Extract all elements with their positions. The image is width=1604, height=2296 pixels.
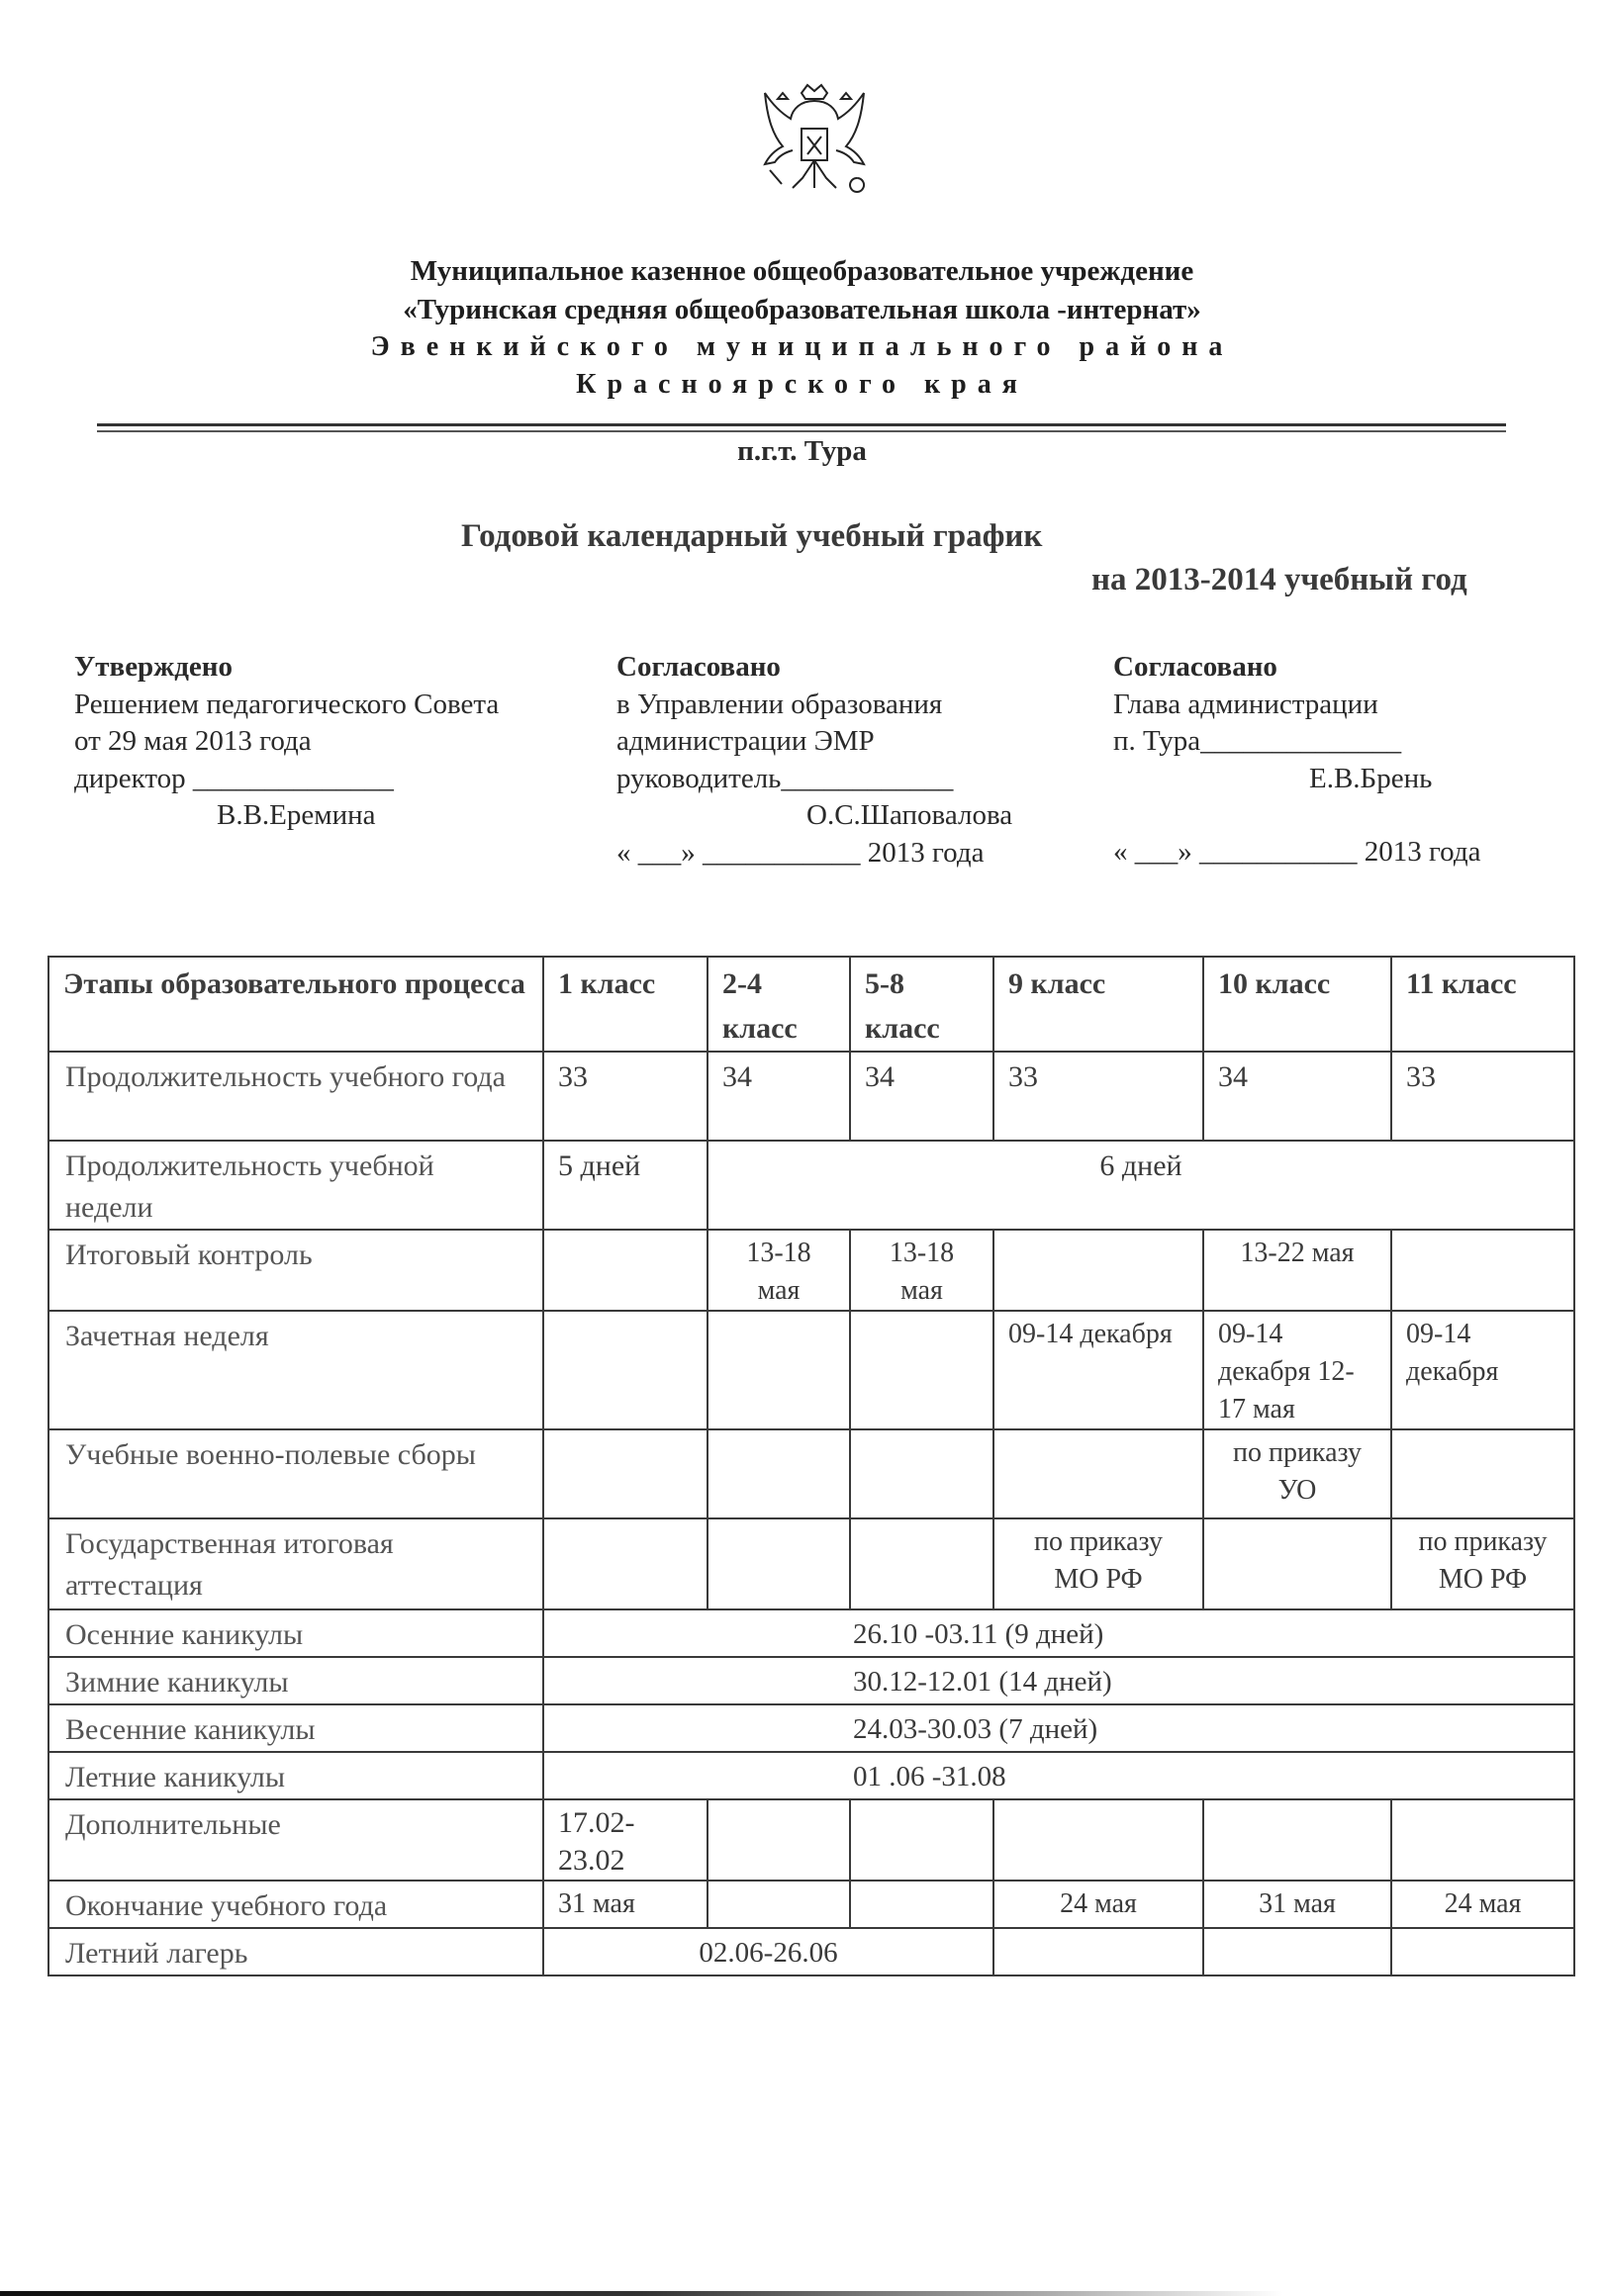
approval-block-agreed-education (616, 649, 1052, 872)
table-cell (1391, 1799, 1574, 1881)
approval-line: в Управлении образования (616, 688, 943, 720)
document-title: Годовой календарный учебный график (461, 518, 1043, 554)
table-cell: 33 (993, 1052, 1203, 1141)
table-cell (543, 1429, 708, 1518)
institution-name-line-2: «Туринская средняя общеобразовательная школа -интернат» (403, 294, 1201, 325)
document-subtitle: на 2013-2014 учебный год (1091, 562, 1467, 597)
table-cell-merged: 02.06-26.06 (543, 1928, 993, 1975)
table-header-row (48, 957, 1574, 1052)
approval-signer: Е.В.Брень (1309, 762, 1433, 794)
scan-edge-artifact (0, 2291, 1604, 2296)
column-header-grade-2-4: 2-4 класс (708, 957, 850, 1052)
table-cell: 13-18 мая (850, 1230, 993, 1311)
row-label: Зачетная неделя (48, 1311, 543, 1429)
table-cell: 13-22 мая (1203, 1230, 1391, 1311)
table-cell (1203, 1518, 1391, 1609)
table-cell: 31 мая (543, 1881, 708, 1928)
table-cell (1203, 1799, 1391, 1881)
table-cell: 34 (708, 1052, 850, 1141)
table-cell: 17.02- 23.02 (543, 1799, 708, 1881)
column-header-stage: Этапы образовательного процесса (48, 957, 543, 1052)
row-label: Итоговый контроль (48, 1230, 543, 1311)
row-label: Учебные военно-полевые сборы (48, 1429, 543, 1518)
table-cell: по приказу МО РФ (993, 1518, 1203, 1609)
table-row (48, 1752, 1574, 1799)
table-cell: 34 (1203, 1052, 1391, 1141)
table-cell-merged: 24.03-30.03 (7 дней) (543, 1704, 1574, 1752)
table-cell (993, 1799, 1203, 1881)
approval-line: Глава администрации (1113, 688, 1378, 720)
table-row (48, 1704, 1574, 1752)
table-row (48, 1052, 1574, 1141)
table-row (48, 1518, 1574, 1609)
approval-signature-line: руководитель____________ (616, 762, 954, 794)
table-cell (708, 1799, 850, 1881)
column-header-grade-11: 11 класс (1391, 957, 1574, 1052)
table-row (48, 1799, 1574, 1881)
row-label: Зимние каникулы (48, 1657, 543, 1704)
table-row (48, 1609, 1574, 1657)
institution-name-line-1: Муниципальное казенное общеобразовательное учреждение (410, 255, 1194, 287)
table-cell: 13-18 мая (708, 1230, 850, 1311)
table-cell: 33 (543, 1052, 708, 1141)
table-cell (1391, 1230, 1574, 1311)
region-name: Красноярского края (576, 369, 1028, 400)
table-row (48, 1657, 1574, 1704)
approval-heading: Согласовано (616, 651, 781, 683)
academic-schedule-table (47, 956, 1575, 1976)
approval-signer: В.В.Еремина (217, 799, 376, 831)
table-cell: по приказу МО РФ (1391, 1518, 1574, 1609)
table-cell-merged: 26.10 -03.11 (9 дней) (543, 1609, 1574, 1657)
approval-heading: Согласовано (1113, 651, 1277, 683)
table-cell (543, 1311, 708, 1429)
approval-line: администрации ЭМР (616, 725, 875, 757)
header-divider (97, 423, 1506, 426)
table-cell (708, 1881, 850, 1928)
table-cell (850, 1518, 993, 1609)
table-cell (993, 1230, 1203, 1311)
approval-date-line: « ___» ___________ 2013 года (1113, 836, 1481, 868)
table-cell-merged: 30.12-12.01 (14 дней) (543, 1657, 1574, 1704)
approval-heading: Утверждено (74, 651, 233, 683)
table-cell: 31 мая (1203, 1881, 1391, 1928)
approval-block-agreed-administration (1113, 649, 1549, 872)
table-cell (543, 1230, 708, 1311)
approval-signature-line: директор ______________ (74, 762, 394, 794)
approval-line: от 29 мая 2013 года (74, 725, 312, 757)
row-label: Весенние каникулы (48, 1704, 543, 1752)
table-cell-merged: 01 .06 -31.08 (543, 1752, 1574, 1799)
table-cell: 24 мая (993, 1881, 1203, 1928)
table-cell (708, 1518, 850, 1609)
district-name: Эвенкийского муниципального района (370, 331, 1234, 362)
table-cell (1203, 1928, 1391, 1975)
row-label: Окончание учебного года (48, 1881, 543, 1928)
approval-signer: О.С.Шаповалова (806, 799, 1013, 831)
table-cell: 09-14 декабря 12-17 мая (1203, 1311, 1391, 1429)
table-cell: 24 мая (1391, 1881, 1574, 1928)
column-header-grade-10: 10 класс (1203, 957, 1391, 1052)
column-header-grade-5-8: 5-8 класс (850, 957, 993, 1052)
table-row (48, 1141, 1574, 1230)
table-row (48, 1928, 1574, 1975)
approval-block-approved (74, 649, 589, 835)
table-cell (993, 1429, 1203, 1518)
table-row (48, 1881, 1574, 1928)
table-cell (1391, 1429, 1574, 1518)
table-cell (850, 1881, 993, 1928)
table-cell (850, 1429, 993, 1518)
table-cell: 09-14 декабря (993, 1311, 1203, 1429)
row-label: Продолжительность учебной недели (48, 1141, 543, 1230)
table-cell (850, 1799, 993, 1881)
table-row (48, 1429, 1574, 1518)
table-cell: 33 (1391, 1052, 1574, 1141)
table-cell (850, 1311, 993, 1429)
table-row (48, 1230, 1574, 1311)
approval-signature-line: п. Тура______________ (1113, 725, 1402, 757)
table-row (48, 1311, 1574, 1429)
town-name: п.г.т. Тура (737, 435, 867, 467)
table-cell (1391, 1928, 1574, 1975)
row-label: Продолжительность учебного года (48, 1052, 543, 1141)
row-label: Осенние каникулы (48, 1609, 543, 1657)
approval-date-line: « ___» ___________ 2013 года (616, 836, 985, 869)
row-label: Летний лагерь (48, 1928, 543, 1975)
table-cell (543, 1518, 708, 1609)
approval-line: Решением педагогического Совета (74, 688, 500, 720)
table-cell (708, 1429, 850, 1518)
column-header-grade-1: 1 класс (543, 957, 708, 1052)
table-cell: 09-14 декабря (1391, 1311, 1574, 1429)
row-label: Летние каникулы (48, 1752, 543, 1799)
table-cell: по приказу УО (1203, 1429, 1391, 1518)
table-cell: 5 дней (543, 1141, 708, 1230)
header-divider-thin (97, 430, 1506, 432)
table-cell (993, 1928, 1203, 1975)
row-label: Дополнительные (48, 1799, 543, 1881)
row-label: Государственная итоговая аттестация (48, 1518, 543, 1609)
table-cell-merged: 6 дней (708, 1141, 1574, 1230)
table-cell: 34 (850, 1052, 993, 1141)
table-cell (708, 1311, 850, 1429)
column-header-grade-9: 9 класс (993, 957, 1203, 1052)
coat-of-arms-icon (740, 71, 889, 210)
